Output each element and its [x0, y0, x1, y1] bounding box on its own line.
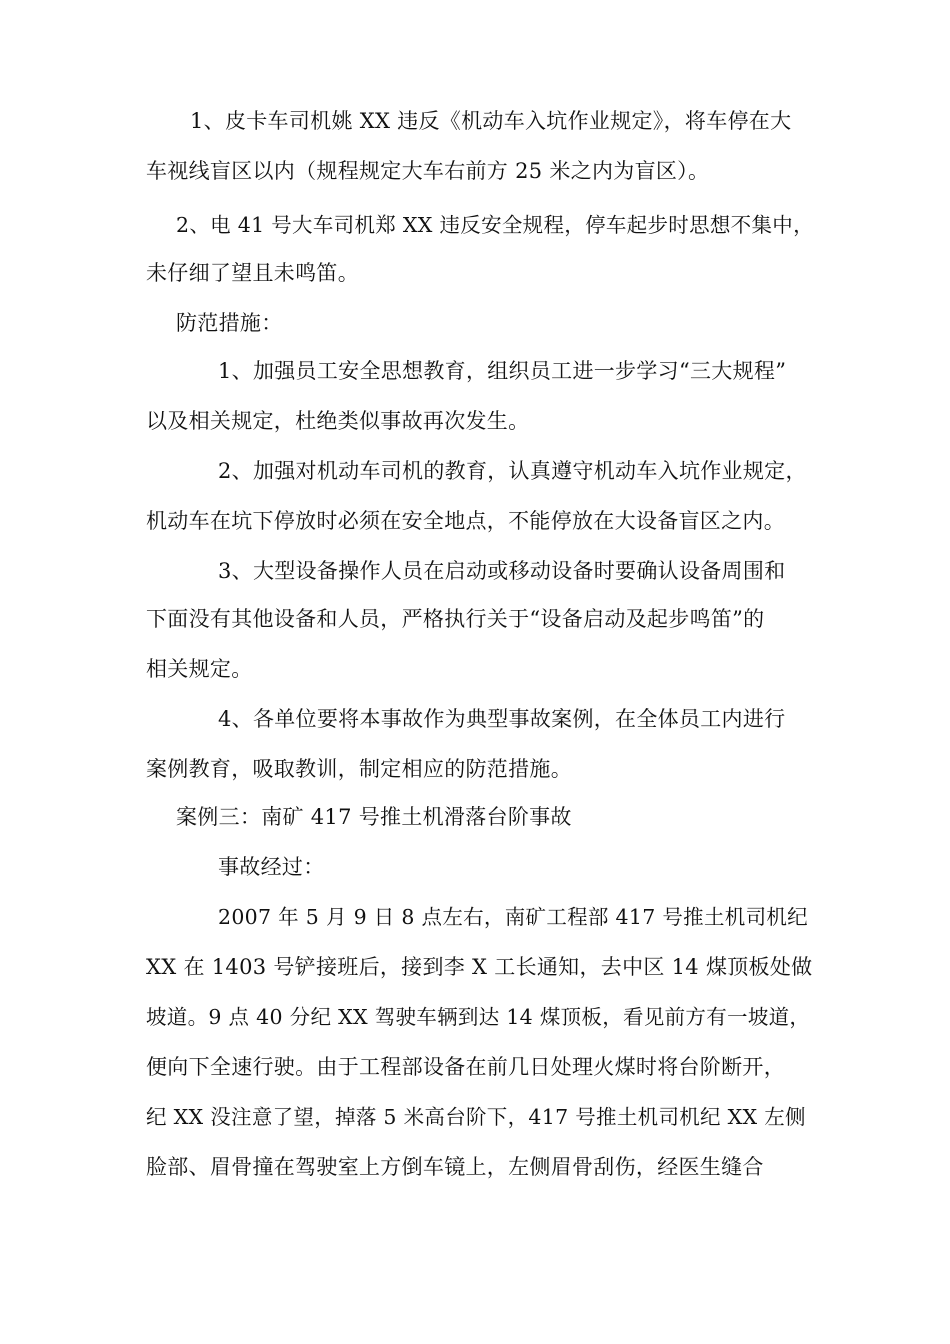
case-three-heading: 案例三：南矿 417 号推土机滑落台阶事故 [176, 805, 572, 829]
prevention-item-2-line-1: 2、加强对机动车司机的教育，认真遵守机动车入坑作业规定， [218, 459, 807, 483]
cause-item-1-line-2: 车视线盲区以内（规程规定大车右前方 25 米之内为盲区）。 [146, 159, 710, 183]
accident-narrative-line-5: 纪 XX 没注意了望，掉落 5 米高台阶下，417 号推土机司机纪 XX 左侧 [146, 1105, 806, 1129]
accident-narrative-line-1: 2007 年 5 月 9 日 8 点左右，南矿工程部 417 号推土机司机纪 [218, 905, 808, 929]
prevention-item-3-line-2: 下面没有其他设备和人员，严格执行关于“设备启动及起步鸣笛”的 [146, 607, 765, 631]
prevention-item-1-line-1: 1、加强员工安全思想教育，组织员工进一步学习“三大规程” [218, 359, 787, 383]
cause-item-2-line-2: 未仔细了望且未鸣笛。 [146, 261, 359, 285]
prevention-item-2-line-2: 机动车在坑下停放时必须在安全地点，不能停放在大设备盲区之内。 [146, 509, 785, 533]
accident-narrative-line-6: 脸部、眉骨撞在驾驶室上方倒车镜上，左侧眉骨刮伤，经医生缝合 [146, 1155, 764, 1179]
prevention-heading: 防范措施： [176, 311, 283, 335]
prevention-item-3-line-1: 3、大型设备操作人员在启动或移动设备时要确认设备周围和 [218, 559, 786, 583]
prevention-item-3-line-3: 相关规定。 [146, 657, 253, 681]
accident-narrative-line-2: XX 在 1403 号铲接班后，接到李 X 工长通知，去中区 14 煤顶板处做 [146, 955, 813, 979]
cause-item-2-line-1: 2、电 41 号大车司机郑 XX 违反安全规程，停车起步时思想不集中， [176, 213, 814, 237]
accident-narrative-line-4: 便向下全速行驶。由于工程部设备在前几日处理火煤时将台阶断开， [146, 1055, 785, 1079]
prevention-item-4-line-1: 4、各单位要将本事故作为典型事故案例，在全体员工内进行 [218, 707, 786, 731]
cause-item-1-line-1: 1、皮卡车司机姚 XX 违反《机动车入坑作业规定》，将车停在大 [190, 109, 792, 133]
accident-narrative-line-3: 坡道。9 点 40 分纪 XX 驾驶车辆到达 14 煤顶板，看见前方有一坡道， [146, 1005, 811, 1029]
prevention-item-1-line-2: 以及相关规定，杜绝类似事故再次发生。 [146, 409, 530, 433]
accident-process-heading: 事故经过： [218, 855, 325, 879]
prevention-item-4-line-2: 案例教育，吸取教训，制定相应的防范措施。 [146, 757, 572, 781]
